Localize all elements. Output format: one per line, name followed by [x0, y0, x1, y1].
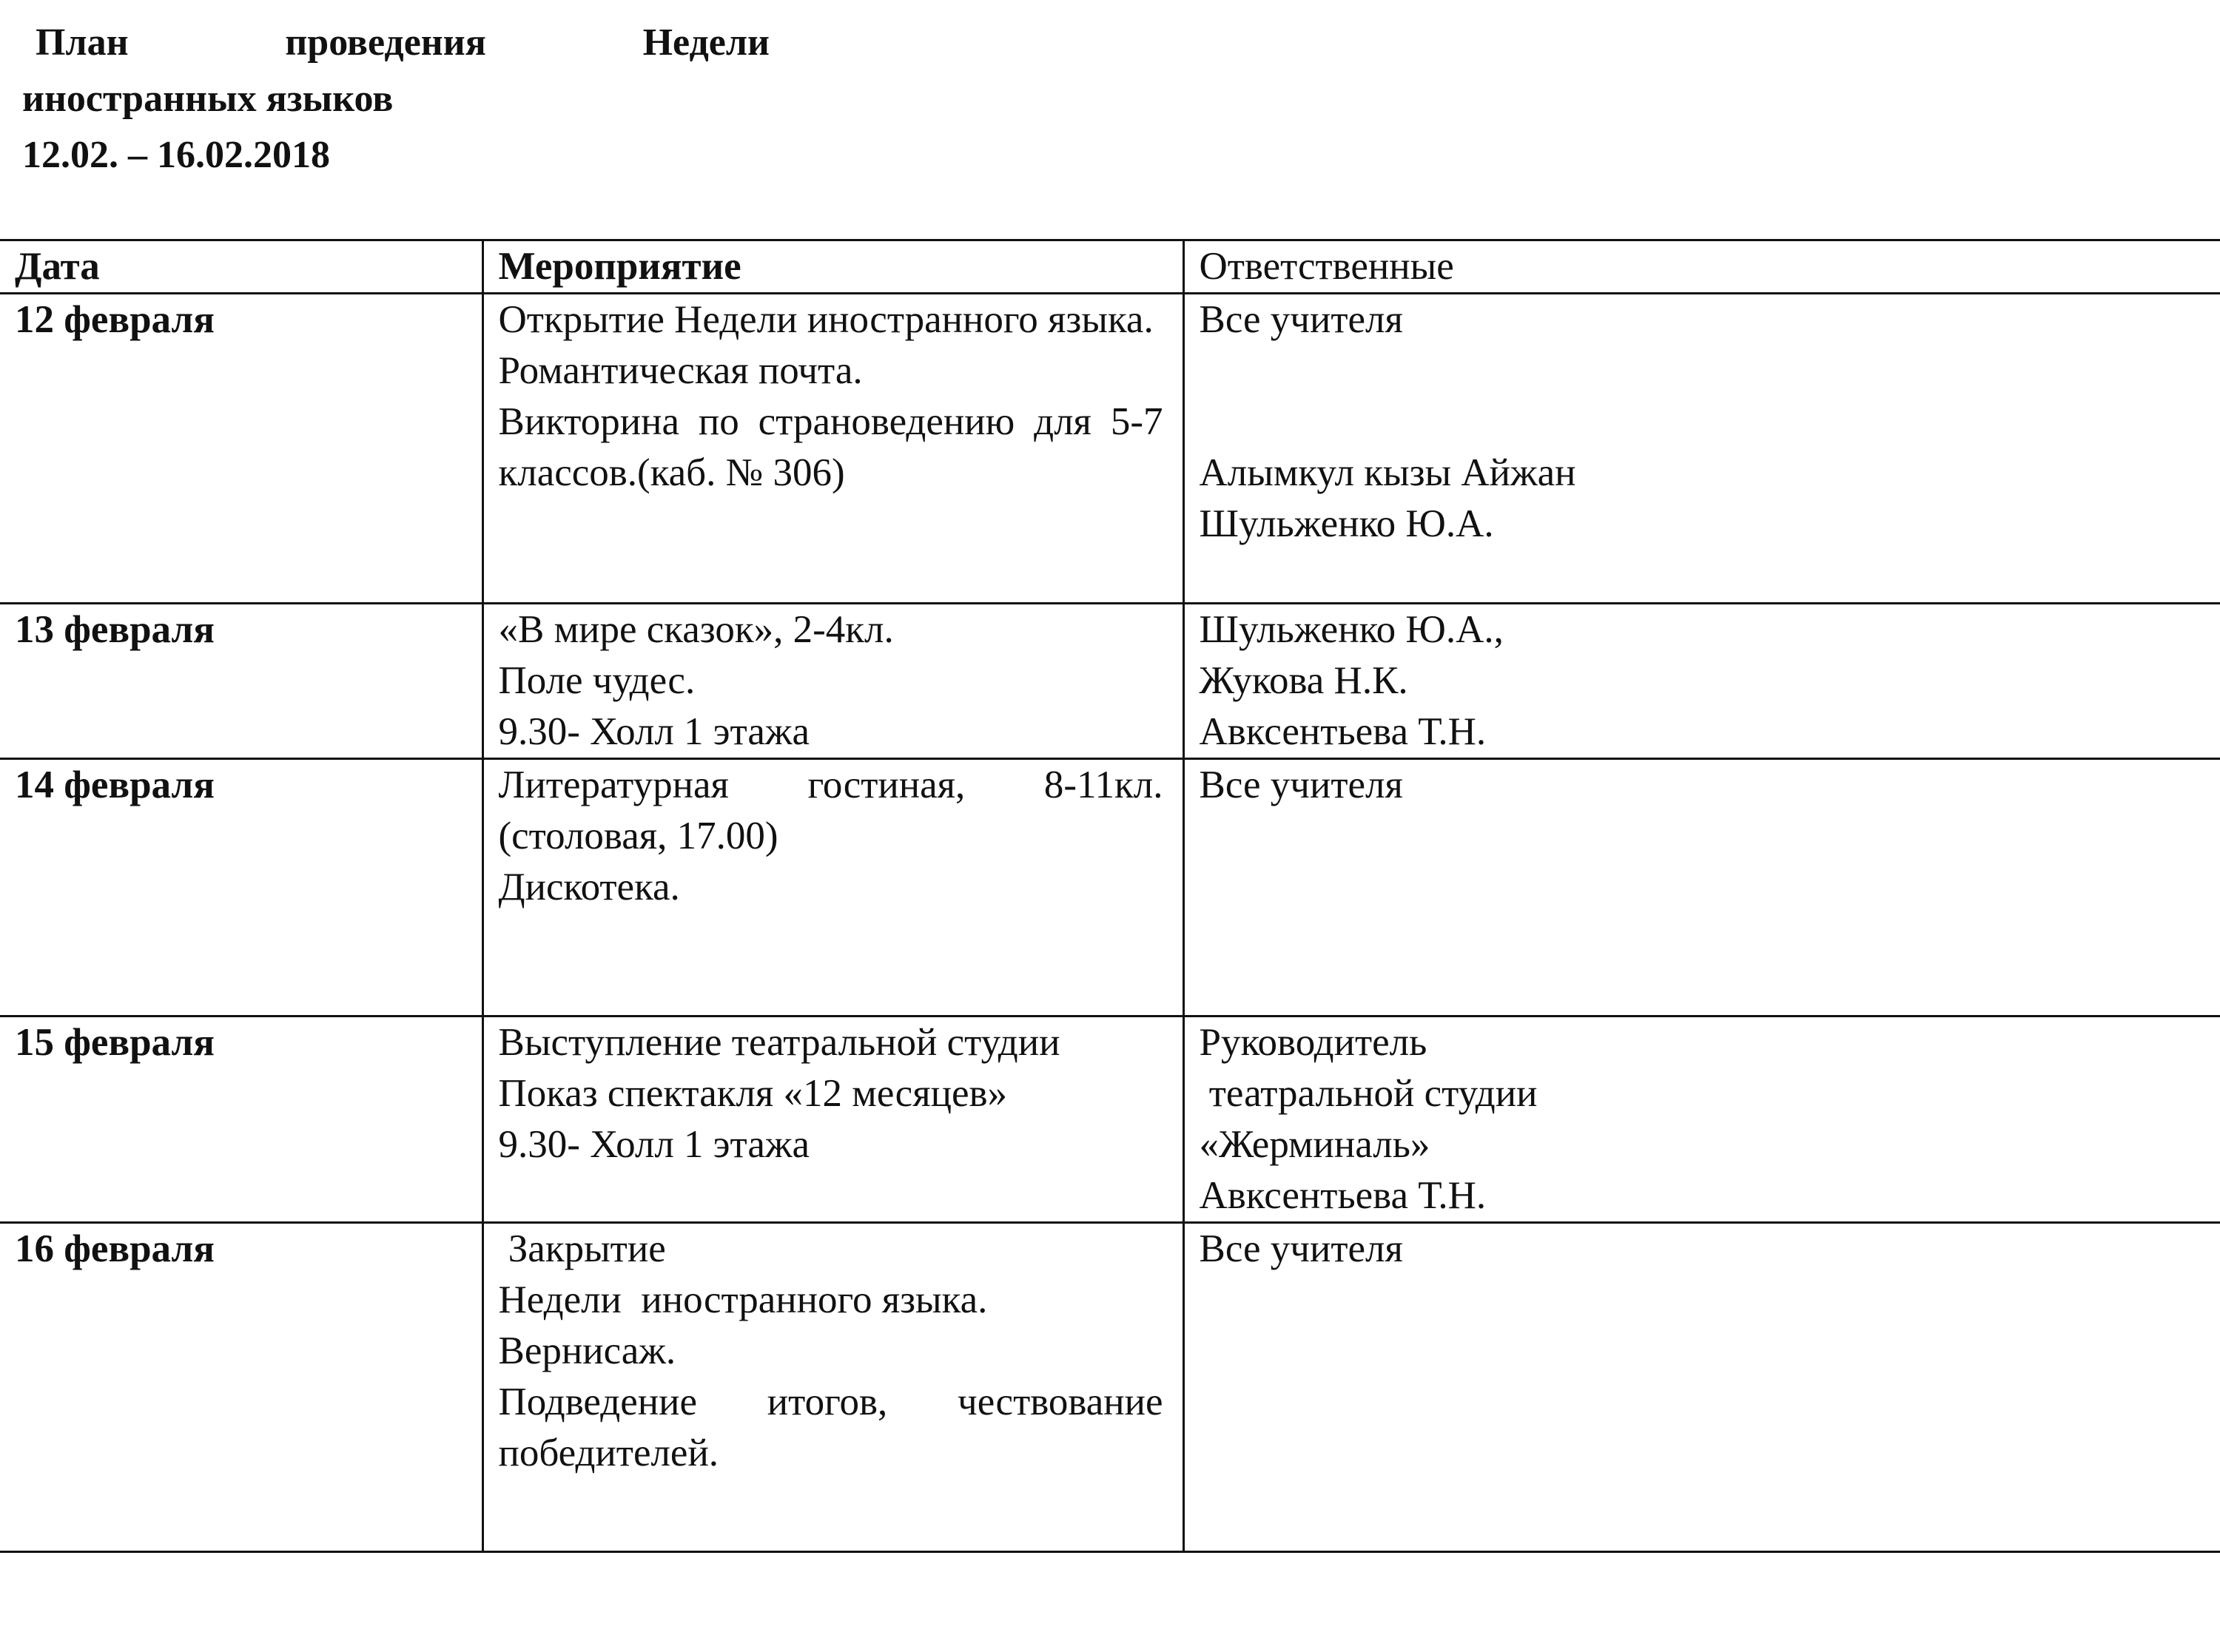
table-row [0, 1223, 2220, 1552]
responsible-text: Все учителя [1199, 1227, 1403, 1270]
responsible-text: Авксентьева Т.Н. [1199, 710, 1487, 753]
event-cell [482, 294, 1183, 604]
header-event: Мероприятие [482, 240, 1183, 294]
header-date: Дата [0, 240, 482, 294]
event-text: Недели иностранного языка. [498, 1278, 988, 1321]
event-cell [482, 604, 1183, 759]
date-cell: 15 февраля [0, 1017, 482, 1223]
responsible-cell [1183, 759, 2220, 1017]
table-header-row [0, 240, 2220, 294]
table-row [0, 294, 2220, 604]
event-text: 9.30- Холл 1 этажа [498, 710, 810, 753]
events-table [0, 239, 2220, 1553]
responsible-text: Авксентьева Т.Н. [1199, 1174, 1487, 1217]
event-text: Викторина по страноведению для 5-7 классов.(каб. № 306) [498, 400, 1163, 494]
event-text: Выступление театральной студии [498, 1021, 1060, 1064]
responsible-text: Все учителя [1199, 763, 1403, 806]
event-text: Подведение итогов, чествование победителей. [498, 1380, 1163, 1474]
event-cell [482, 1017, 1183, 1223]
responsible-cell [1183, 294, 2220, 604]
responsible-text: Руководитель [1199, 1021, 1427, 1064]
title-line-2: иностранных языков [22, 78, 394, 120]
event-text: Показ спектакля «12 месяцев» [498, 1072, 1007, 1115]
date-cell: 16 февраля [0, 1223, 482, 1552]
title-word-week: Недели [642, 21, 770, 64]
title-word-plan: План [36, 21, 129, 64]
title-dates: 12.02. – 16.02.2018 [22, 134, 330, 176]
responsible-text: Шульженко Ю.А., [1199, 608, 1504, 651]
responsible-text: театральной студии [1199, 1072, 1538, 1115]
responsible-text: Алымкул кызы Айжан [1199, 451, 1576, 494]
responsible-text: Шульженко Ю.А. [1199, 502, 1494, 545]
event-cell [482, 1223, 1183, 1552]
event-text: Открытие Недели иностранного языка. [498, 298, 1154, 341]
event-text: Поле чудес. [498, 659, 696, 702]
responsible-text: Все учителя [1199, 298, 1403, 341]
event-text: Закрытие [498, 1227, 666, 1270]
event-text: Романтическая почта. [498, 349, 863, 392]
header-responsible: Ответственные [1183, 240, 2220, 294]
date-cell: 14 февраля [0, 759, 482, 1017]
date-cell: 12 февраля [0, 294, 482, 604]
event-text: Вернисаж. [498, 1329, 676, 1372]
date-cell: 13 февраля [0, 604, 482, 759]
title-line-1 [22, 15, 770, 71]
event-text: «В мире сказок», 2-4кл. [498, 608, 894, 651]
event-cell [482, 759, 1183, 1017]
event-text: 9.30- Холл 1 этажа [498, 1123, 810, 1166]
event-text: Дискотека. [498, 866, 680, 908]
document-title [22, 15, 770, 183]
table-row [0, 759, 2220, 1017]
responsible-text: Жукова Н.К. [1199, 659, 1408, 702]
responsible-cell [1183, 1017, 2220, 1223]
title-word-conduct: проведения [285, 21, 486, 64]
responsible-cell [1183, 1223, 2220, 1552]
spacer [1200, 345, 2202, 448]
responsible-text: «Жерминаль» [1199, 1123, 1430, 1166]
responsible-cell [1183, 604, 2220, 759]
table-row [0, 604, 2220, 759]
table-row [0, 1017, 2220, 1223]
event-text: Литературная гостиная, 8-11кл. (столовая, 17.00) [498, 763, 1163, 857]
